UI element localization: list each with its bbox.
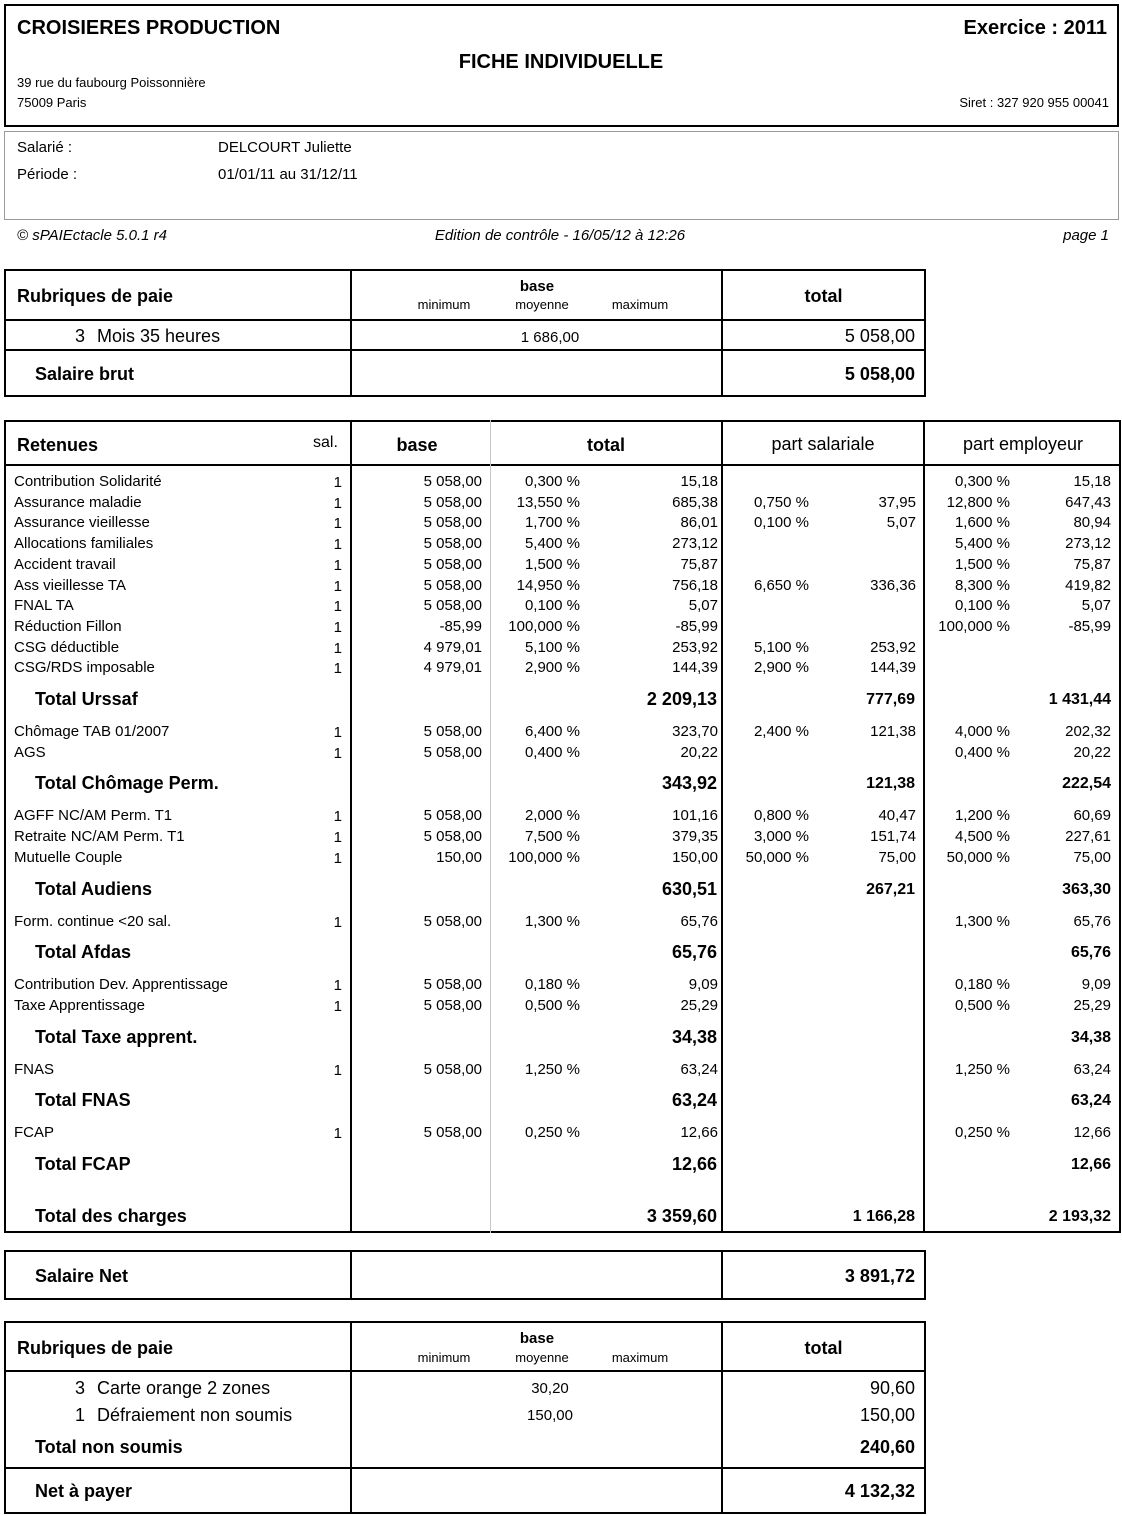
- group-total-label: Total Afdas: [35, 942, 132, 962]
- row-rate: 0,180 %: [524, 976, 580, 993]
- row-label: Assurance vieillesse: [14, 514, 150, 531]
- part-salariale-header: part salariale: [771, 434, 875, 454]
- group-total-pe: 63,24: [1070, 1092, 1111, 1109]
- row-pe-amount: 647,43: [1065, 494, 1111, 511]
- row-base: 5 058,00: [423, 514, 482, 531]
- row-total: 65,76: [680, 913, 718, 930]
- row-sal: 1: [333, 1062, 342, 1079]
- row-pe-amount: 202,32: [1065, 723, 1111, 740]
- row-base: 5 058,00: [423, 976, 482, 993]
- row-pe-amount: 80,94: [1073, 514, 1111, 531]
- row-sal: 1: [333, 515, 342, 532]
- row-base: 5 058,00: [423, 535, 482, 552]
- row-sal: 1: [333, 1125, 342, 1142]
- exercice-label: Exercice : 2011: [963, 17, 1107, 39]
- row-sal: 1: [333, 745, 342, 762]
- row-ps-rate: 6,650 %: [753, 577, 809, 594]
- document-title: FICHE INDIVIDUELLE: [458, 51, 664, 73]
- row-pe-rate: 0,180 %: [954, 976, 1010, 993]
- row-rate: 100,000 %: [508, 849, 580, 866]
- page-number: page 1: [1063, 227, 1109, 244]
- row-rate: 1,500 %: [524, 556, 580, 573]
- row-label: Form. continue <20 sal.: [14, 913, 172, 930]
- row-total: 5 058,00: [844, 326, 915, 346]
- row-pe-rate: 1,250 %: [954, 1061, 1010, 1078]
- row-total: 75,87: [680, 556, 718, 573]
- total-non-soumis-label: Total non soumis: [35, 1437, 183, 1457]
- row-total: 15,18: [680, 473, 718, 490]
- row-pe-rate: 4,500 %: [954, 828, 1010, 845]
- row-pe-amount: -85,99: [1068, 618, 1111, 635]
- row-rate: 1,250 %: [524, 1061, 580, 1078]
- row-label: Accident travail: [14, 556, 116, 573]
- row-base: 5 058,00: [423, 913, 482, 930]
- company-address-line2: 75009 Paris: [17, 95, 87, 110]
- row-total: 63,24: [680, 1061, 718, 1078]
- maximum-header: maximum: [611, 297, 669, 312]
- row-sal: 1: [333, 557, 342, 574]
- row-pe-amount: 65,76: [1073, 913, 1111, 930]
- row-ps-rate: 0,800 %: [753, 807, 809, 824]
- sal-header: sal.: [313, 434, 338, 451]
- group-total-ps: 267,21: [866, 881, 915, 898]
- row-qty: 3: [74, 326, 85, 346]
- row-base: 150,00: [436, 849, 482, 866]
- group-total-ps: 121,38: [866, 775, 915, 792]
- employee-box: [4, 131, 1119, 220]
- row-ps-amount: 144,39: [870, 659, 916, 676]
- salaire-brut-value: 5 058,00: [844, 364, 915, 384]
- row-ps-rate: 50,000 %: [745, 849, 809, 866]
- row-base: 5 058,00: [423, 828, 482, 845]
- row-sal: 1: [333, 474, 342, 491]
- group-total-label: Total FNAS: [35, 1090, 131, 1110]
- software-version: © sPAIEctacle 5.0.1 r4: [17, 227, 168, 244]
- salaire-net-label: Salaire Net: [35, 1266, 129, 1286]
- group-total-value: 343,92: [661, 773, 717, 793]
- row-pe-rate: 0,400 %: [954, 744, 1010, 761]
- row-pe-amount: 15,18: [1073, 473, 1111, 490]
- row-pe-rate: 100,000 %: [938, 618, 1010, 635]
- row-pe-rate: 1,300 %: [954, 913, 1010, 930]
- row-rate: 13,550 %: [516, 494, 580, 511]
- row-base: 5 058,00: [423, 997, 482, 1014]
- salaire-brut-label: Salaire brut: [35, 364, 135, 384]
- row-base: 5 058,00: [423, 597, 482, 614]
- row-base: 5 058,00: [423, 1061, 482, 1078]
- row-total: 144,39: [672, 659, 718, 676]
- edition-info: Edition de contrôle - 16/05/12 à 12:26: [434, 227, 686, 244]
- row-base: 5 058,00: [423, 494, 482, 511]
- row-pe-rate: 0,300 %: [954, 473, 1010, 490]
- row-pe-amount: 9,09: [1081, 976, 1111, 993]
- retenues-total-header: total: [587, 435, 625, 455]
- company-name: CROISIERES PRODUCTION: [17, 17, 281, 39]
- net-a-payer-label: Net à payer: [35, 1481, 133, 1501]
- row-total: 150,00: [672, 849, 718, 866]
- row-sal: 1: [333, 850, 342, 867]
- salarie-label: Salarié :: [17, 139, 73, 156]
- total-charges-ps: 1 166,28: [852, 1208, 915, 1225]
- row-label: Allocations familiales: [14, 535, 154, 552]
- row-sal: 1: [333, 495, 342, 512]
- row-rate: 14,950 %: [516, 577, 580, 594]
- row-ps-amount: 121,38: [870, 723, 916, 740]
- row-sal: 1: [333, 598, 342, 615]
- row-pe-rate: 0,500 %: [954, 997, 1010, 1014]
- row-label: AGS: [14, 744, 46, 761]
- group-total-label: Total Audiens: [35, 879, 152, 899]
- row-pe-rate: 1,500 %: [954, 556, 1010, 573]
- row-qty: 3: [74, 1378, 85, 1398]
- row-ps-amount: 151,74: [870, 828, 916, 845]
- row-pe-rate: 1,600 %: [954, 514, 1010, 531]
- row-base: 5 058,00: [423, 723, 482, 740]
- row-base: 5 058,00: [423, 473, 482, 490]
- row-sal: 1: [333, 998, 342, 1015]
- row-pe-rate: 4,000 %: [954, 723, 1010, 740]
- row-rate: 5,100 %: [524, 639, 580, 656]
- row-ps-amount: 5,07: [886, 514, 916, 531]
- row-moyenne: 1 686,00: [520, 329, 580, 346]
- periode-label: Période :: [17, 166, 78, 183]
- row-pe-amount: 75,00: [1073, 849, 1111, 866]
- row-label: FCAP: [14, 1124, 55, 1141]
- row-pe-rate: 5,400 %: [954, 535, 1010, 552]
- row-sal: 1: [333, 619, 342, 636]
- row-total: 685,38: [672, 494, 718, 511]
- row-pe-amount: 5,07: [1081, 597, 1111, 614]
- net-a-payer-value: 4 132,32: [844, 1481, 915, 1501]
- row-sal: 1: [333, 640, 342, 657]
- row-total: 379,35: [672, 828, 718, 845]
- group-total-label: Total Urssaf: [35, 689, 138, 709]
- row-label: Retraite NC/AM Perm. T1: [14, 828, 185, 845]
- row-rate: 0,500 %: [524, 997, 580, 1014]
- group-total-pe: 12,66: [1070, 1156, 1111, 1173]
- row-sal: 1: [333, 808, 342, 825]
- row-base: 4 979,01: [423, 639, 482, 656]
- salarie-value: DELCOURT Juliette: [218, 139, 352, 156]
- row-rate: 7,500 %: [524, 828, 580, 845]
- row-pe-amount: 63,24: [1073, 1061, 1111, 1078]
- group-total-value: 630,51: [661, 879, 717, 899]
- row-ps-rate: 3,000 %: [753, 828, 809, 845]
- row-rate: 2,000 %: [524, 807, 580, 824]
- group-total-pe: 65,76: [1070, 944, 1111, 961]
- row-ps-amount: 253,92: [870, 639, 916, 656]
- rubriques2-header: Rubriques de paie: [17, 1338, 174, 1358]
- row-base: 5 058,00: [423, 744, 482, 761]
- rubriques-header: Rubriques de paie: [17, 286, 174, 306]
- retenues-base-header: base: [396, 435, 438, 455]
- periode-value: 01/01/11 au 31/12/11: [218, 166, 358, 183]
- row-base: 5 058,00: [423, 1124, 482, 1141]
- rubriques2-maximum-header: maximum: [611, 1350, 669, 1365]
- row-ps-amount: 75,00: [878, 849, 916, 866]
- salaire-net-value: 3 891,72: [844, 1266, 915, 1286]
- row-label: CSG déductible: [14, 639, 120, 656]
- row-rate: 2,900 %: [524, 659, 580, 676]
- row-total: 756,18: [672, 577, 718, 594]
- total-non-soumis-value: 240,60: [859, 1437, 915, 1457]
- company-address-line1: 39 rue du faubourg Poissonnière: [17, 75, 206, 90]
- row-sal: 1: [333, 829, 342, 846]
- total-charges-label: Total des charges: [35, 1206, 187, 1226]
- row-pe-rate: 0,250 %: [954, 1124, 1010, 1141]
- row-label: Contribution Dev. Apprentissage: [14, 976, 229, 993]
- siret: Siret : 327 920 955 00041: [959, 95, 1109, 110]
- row-ps-amount: 37,95: [878, 494, 916, 511]
- row-ps-rate: 2,400 %: [753, 723, 809, 740]
- row-pe-amount: 273,12: [1065, 535, 1111, 552]
- row-pe-amount: 25,29: [1073, 997, 1111, 1014]
- group-total-pe: 363,30: [1062, 881, 1111, 898]
- row-sal: 1: [333, 724, 342, 741]
- row-total: 9,09: [688, 976, 718, 993]
- row-total: -85,99: [675, 618, 718, 635]
- row-moyenne: 150,00: [527, 1407, 573, 1424]
- row-label: Taxe Apprentissage: [14, 997, 145, 1014]
- group-total-label: Total Chômage Perm.: [35, 773, 219, 793]
- row-total: 5,07: [688, 597, 718, 614]
- row-total: 86,01: [680, 514, 718, 531]
- row-total: 101,16: [672, 807, 718, 824]
- row-moyenne: 30,20: [531, 1380, 569, 1397]
- row-ps-rate: 0,100 %: [753, 514, 809, 531]
- row-pe-amount: 419,82: [1065, 577, 1111, 594]
- row-pe-amount: 60,69: [1073, 807, 1111, 824]
- group-total-label: Total Taxe apprent.: [35, 1027, 198, 1047]
- row-ps-amount: 40,47: [878, 807, 916, 824]
- moyenne-header: moyenne: [515, 297, 569, 312]
- row-pe-rate: 0,100 %: [954, 597, 1010, 614]
- row-total: 253,92: [672, 639, 718, 656]
- row-pe-amount: 20,22: [1073, 744, 1111, 761]
- row-label: Ass vieillesse TA: [14, 577, 126, 594]
- row-sal: 1: [333, 536, 342, 553]
- row-label: Carte orange 2 zones: [97, 1378, 271, 1398]
- total-charges-pe: 2 193,32: [1048, 1208, 1111, 1225]
- row-rate: 6,400 %: [524, 723, 580, 740]
- row-base: 5 058,00: [423, 807, 482, 824]
- row-label: Réduction Fillon: [14, 618, 122, 635]
- row-rate: 1,300 %: [524, 913, 580, 930]
- row-total: 323,70: [672, 723, 718, 740]
- row-label: Mutuelle Couple: [14, 849, 123, 866]
- row-pe-rate: 12,800 %: [946, 494, 1010, 511]
- group-total-value: 65,76: [671, 942, 717, 962]
- row-label: FNAS: [14, 1061, 55, 1078]
- row-ps-rate: 5,100 %: [753, 639, 809, 656]
- row-base: 5 058,00: [423, 577, 482, 594]
- row-rate: 0,300 %: [524, 473, 580, 490]
- row-label: Assurance maladie: [14, 494, 142, 511]
- row-rate: 0,100 %: [524, 597, 580, 614]
- row-pe-rate: 50,000 %: [946, 849, 1010, 866]
- row-total: 90,60: [869, 1378, 915, 1398]
- row-ps-amount: 336,36: [870, 577, 916, 594]
- row-label: Contribution Solidarité: [14, 473, 162, 490]
- row-total: 273,12: [672, 535, 718, 552]
- row-pe-amount: 75,87: [1073, 556, 1111, 573]
- row-ps-rate: 2,900 %: [753, 659, 809, 676]
- row-total: 12,66: [680, 1124, 718, 1141]
- row-pe-amount: 12,66: [1073, 1124, 1111, 1141]
- row-sal: 1: [333, 578, 342, 595]
- group-total-pe: 222,54: [1062, 775, 1111, 792]
- row-rate: 0,400 %: [524, 744, 580, 761]
- rubriques2-base-header: base: [519, 1330, 555, 1347]
- group-total-label: Total FCAP: [35, 1154, 131, 1174]
- row-total: 20,22: [680, 744, 718, 761]
- row-label: Mois 35 heures: [97, 326, 221, 346]
- part-employeur-header: part employeur: [962, 434, 1084, 454]
- row-qty: 1: [74, 1405, 85, 1425]
- minimum-header: minimum: [417, 297, 471, 312]
- row-rate: 5,400 %: [524, 535, 580, 552]
- rubriques2-moyenne-header: moyenne: [515, 1350, 569, 1365]
- row-pe-rate: 8,300 %: [954, 577, 1010, 594]
- total-charges-value: 3 359,60: [646, 1206, 717, 1226]
- row-label: AGFF NC/AM Perm. T1: [14, 807, 173, 824]
- group-total-value: 2 209,13: [646, 689, 717, 709]
- base-header: base: [519, 278, 555, 295]
- group-total-value: 34,38: [671, 1027, 717, 1047]
- row-base: 5 058,00: [423, 556, 482, 573]
- row-rate: 0,250 %: [524, 1124, 580, 1141]
- row-sal: 1: [333, 914, 342, 931]
- row-pe-rate: 1,200 %: [954, 807, 1010, 824]
- row-rate: 1,700 %: [524, 514, 580, 531]
- group-total-pe: 34,38: [1070, 1029, 1111, 1046]
- group-total-value: 12,66: [671, 1154, 717, 1174]
- row-base: -85,99: [439, 618, 482, 635]
- row-label: Chômage TAB 01/2007: [14, 723, 170, 740]
- row-sal: 1: [333, 660, 342, 677]
- group-total-pe: 1 431,44: [1048, 691, 1111, 708]
- row-base: 4 979,01: [423, 659, 482, 676]
- row-label: CSG/RDS imposable: [14, 659, 155, 676]
- row-ps-rate: 0,750 %: [753, 494, 809, 511]
- rubriques2-total-header: total: [804, 1338, 843, 1358]
- row-label: FNAL TA: [14, 597, 74, 614]
- row-pe-amount: 227,61: [1065, 828, 1111, 845]
- group-total-ps: 777,69: [866, 691, 915, 708]
- row-label: Défraiement non soumis: [97, 1405, 293, 1425]
- row-total: 150,00: [859, 1405, 915, 1425]
- row-sal: 1: [333, 977, 342, 994]
- retenues-header: Retenues: [17, 435, 99, 455]
- row-rate: 100,000 %: [508, 618, 580, 635]
- row-total: 25,29: [680, 997, 718, 1014]
- total-header: total: [804, 286, 843, 306]
- group-total-value: 63,24: [671, 1090, 717, 1110]
- rubriques2-minimum-header: minimum: [417, 1350, 471, 1365]
